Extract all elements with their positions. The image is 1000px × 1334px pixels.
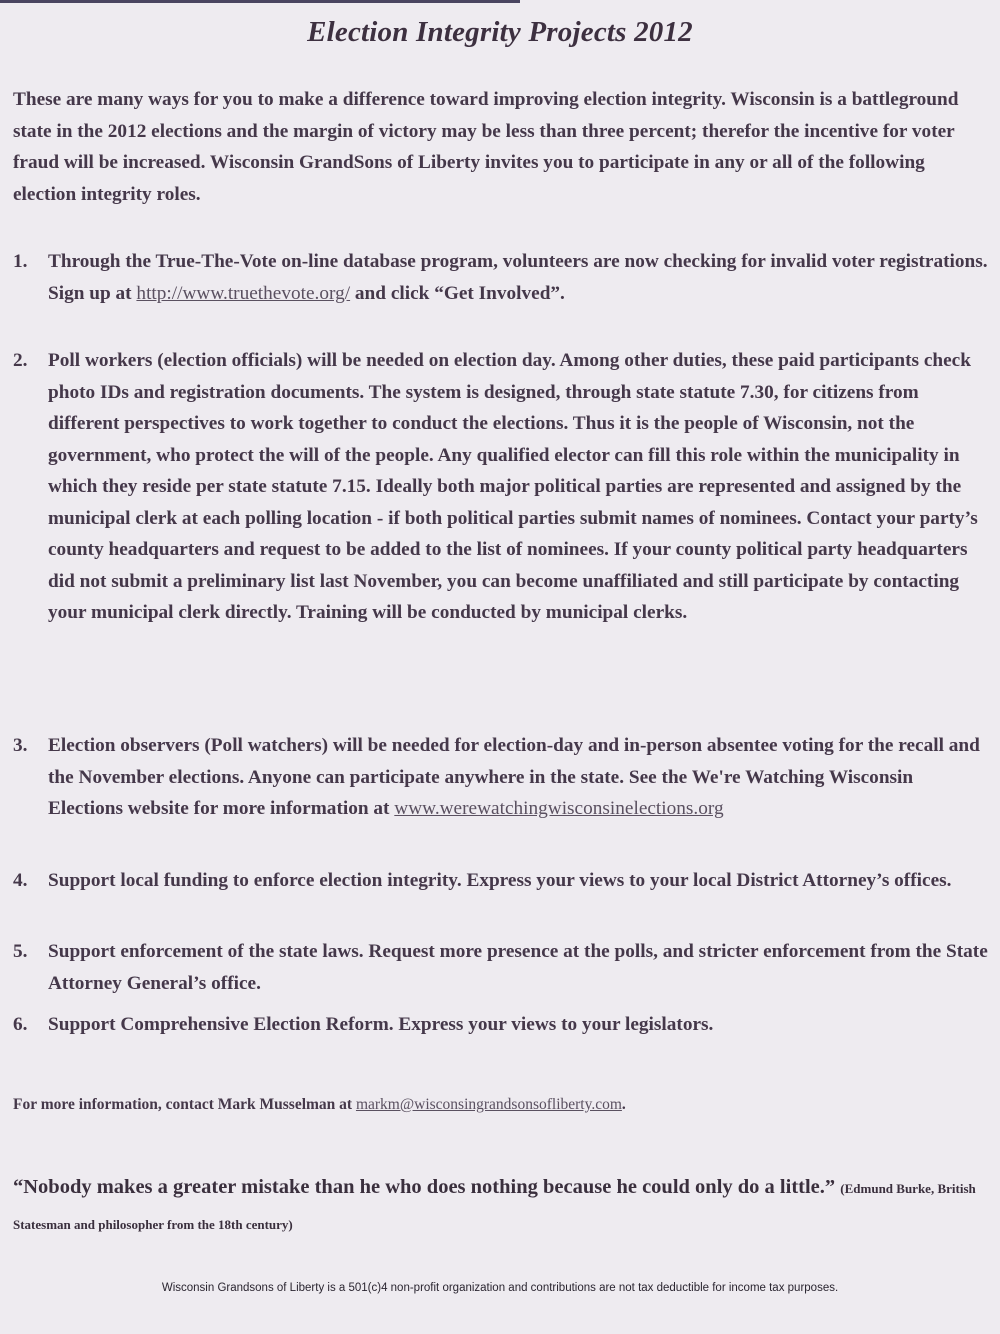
contact-line xyxy=(13,1096,988,1114)
item-number: 2. xyxy=(13,350,28,371)
item-text: Support enforcement of the state laws. Request more presence at the polls, and stricter enforcement from the State Attorney General’s office. xyxy=(48,941,988,994)
contact-text: For more information, contact Mark Musselman at xyxy=(13,1096,356,1113)
item-number: 1. xyxy=(13,251,28,272)
quote-attribution: (Edmund Burke, British Statesman and philosopher from the 18th century) xyxy=(13,1181,976,1232)
contact-email-link[interactable]: markm@wisconsingrandsonsofliberty.com xyxy=(355,1096,622,1113)
list-item-5 xyxy=(13,936,988,999)
page-title: Election Integrity Projects 2012 xyxy=(307,16,693,48)
list-item-1 xyxy=(13,246,988,309)
item-text: Support local funding to enforce election integrity. Express your views to your local District Attorney’s offices. xyxy=(48,870,952,891)
contact-suffix: . xyxy=(621,1096,626,1113)
werewatching-link[interactable]: www.werewatchingwisconsinelections.org xyxy=(394,798,724,819)
item-text: Through the True-The-Vote on-line database program, volunteers are now checking for invalid voter registrations. Sign up at xyxy=(48,251,988,304)
item-number: 6. xyxy=(13,1014,28,1035)
quote-text: “Nobody makes a greater mistake than he who does nothing because he could only do a little.” xyxy=(13,1176,836,1198)
scan-edge xyxy=(0,0,520,3)
item-text: Support Comprehensive Election Reform. Express your views to your legislators. xyxy=(48,1014,714,1035)
intro-paragraph: These are many ways for you to make a difference toward improving election integrity. Wisconsin is a battleground state in the 2012 elections and the margin of victory may be less than three percent; therefor the incentive for voter fraud will be increased. Wisconsin GrandSons of Liberty invites you to participate in any or all of the following election integrity roles. xyxy=(13,89,959,205)
list-item-2 xyxy=(13,345,988,629)
list-item-4 xyxy=(13,865,988,897)
item-number: 3. xyxy=(13,735,28,756)
item-text: Election observers (Poll watchers) will be needed for election-day and in-person absentee voting for the recall and the November elections. Anyone can participate anywhere in the state. See the We're Watching Wisconsin Elections website for more information at xyxy=(48,735,980,819)
item-number: 4. xyxy=(13,870,28,891)
footer-note: Wisconsin Grandsons of Liberty is a 501(c)4 non-profit organization and contributions are not tax deductible for income tax purposes. xyxy=(161,1282,839,1294)
truethevote-link[interactable]: http://www.truethevote.org/ xyxy=(136,282,351,304)
item-text: Poll workers (election officials) will be needed on election day. Among other duties, these paid participants check photo IDs and registration documents. The system is designed, through state statute 7.30, for citizens from different perspectives to work together to conduct the elections. Thus it is the people of Wisconsin, not the government, who protect the will of the people. Any qualified elector can fill this role within the municipality in which they reside per state statute 7.15. Ideally both major political parties are represented and assigned by the municipal clerk at each polling location - if both political parties submit names of nominees. Contact your party’s county headquarters and request to be added to the list of nominees. If your county political party headquarters did not submit a preliminary list last November, you can become unaffiliated and still participate by contacting your municipal clerk directly. Training will be conducted by municipal clerks. xyxy=(48,350,978,623)
list-item-6 xyxy=(13,1009,988,1041)
item-text-after: and click “Get Involved”. xyxy=(350,282,565,304)
item-number: 5. xyxy=(13,941,28,962)
quote-block xyxy=(13,1170,988,1242)
list-item-3 xyxy=(13,730,988,825)
